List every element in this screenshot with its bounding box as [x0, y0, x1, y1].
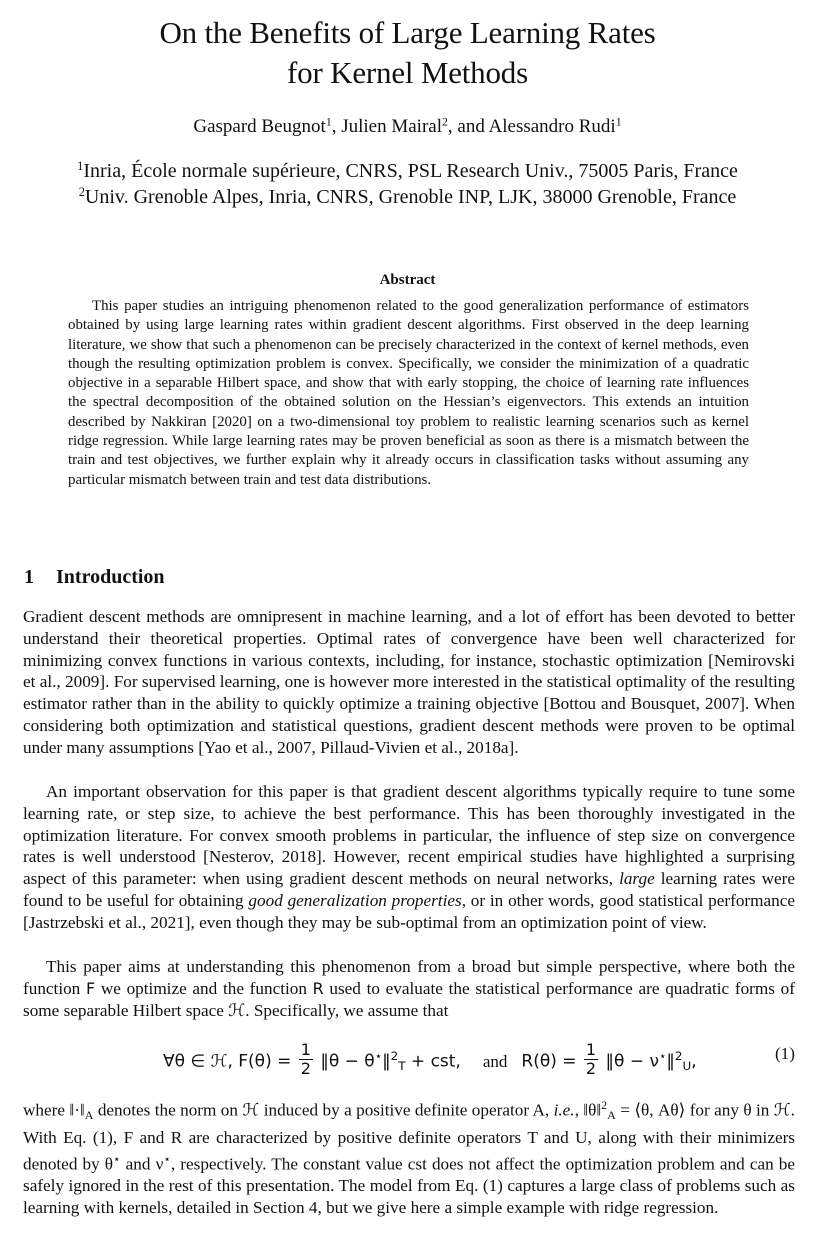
math-symbol: R — [312, 978, 324, 998]
eq-superscript: 2 — [390, 1049, 399, 1063]
eq-subscript: U — [682, 1059, 692, 1074]
author-separator: , — [331, 116, 342, 137]
section-title: Introduction — [56, 566, 165, 588]
abstract-text: This paper studies an intriguing phenomenon related to the good generalization performance of estimators obtained by using large learning rates within gradient descent algorithms. First observed in the deep learning literature, we show that such a phenomenon can be precisely characterized in the context of kernel methods, even though the resulting optimization problem is convex. Specifically, we consider the minimization of a quadratic objective in a separable Hilbert space, and show that with early stopping, the choice of learning rate influences the spectral decomposition of the obtained solution on the Hessian’s eigenvectors. This extends an intuition described by Nakkiran [2020] on a two-dimensional toy problem to realistic learning scenarios such as kernel ridge regression. While large learning rates may be proven beneficial as soon as there is a mismatch between the train and test objectives, we further explain why it already occurs in classification tasks without assuming any particular mismatch between train and test data distributions. — [68, 298, 749, 488]
eq-subscript: A — [84, 1108, 94, 1123]
text-run: and ν — [120, 1154, 164, 1174]
eq-part: , — [691, 1051, 697, 1072]
author-name: Julien Mairal — [341, 116, 442, 137]
eq-part: R(θ) = — [521, 1051, 582, 1072]
text-run: we optimize and the function — [95, 978, 313, 998]
eq-part: ‖ — [666, 1051, 675, 1072]
affiliation-line — [0, 184, 815, 210]
affiliation-text: Inria, École normale supérieure, CNRS, PSL Research Univ., 75005 Paris, France — [83, 160, 738, 182]
paragraph-4 — [23, 1095, 795, 1219]
eq-subscript: A — [607, 1108, 616, 1123]
text-run: denotes the norm on ℋ induced by a positive definite operator A, — [93, 1100, 554, 1120]
affiliation-mark: 1 — [325, 115, 332, 129]
author-name: Gaspard Beugnot — [193, 116, 326, 137]
paragraph-1: Gradient descent methods are omnipresent in machine learning, and a lot of effort has been devoted to better understand their theoretical properties. Optimal rates of convergence have been well characterized for minimizing convex functions in various contexts, including, for instance, stochastic optimization [Nemirovski et al., 2009]. For supervised learning, one is however more interested in the statistical optimality of the resulting estimator rather than in the ability to quickly optimize a training objective [Bottou and Bousquet, 2007]. When considering both optimization and statistical questions, gradient descent methods were proven to be optimal under many assumptions [Yao et al., 2007, Pillaud-Vivien et al., 2018a]. — [23, 607, 795, 757]
abstract-heading: Abstract — [379, 272, 436, 288]
eq-superscript: 2 — [601, 1098, 608, 1112]
math-symbol: F — [86, 978, 96, 998]
affiliation-text: Univ. Grenoble Alpes, Inria, CNRS, Grenoble INP, LJK, 38000 Grenoble, France — [84, 186, 737, 208]
affiliation-mark: 2 — [78, 185, 85, 200]
text-run: , or in other words, good statistical performance [Jastrzebski et al., 2021], even though they may be sub-optimal from an optimization point of view. — [23, 890, 795, 932]
text-run: learning rates were found to be useful for obtaining — [23, 869, 795, 910]
eq-superscript: ⋆ — [374, 1049, 383, 1063]
eq-part: ‖θ − ν — [600, 1051, 659, 1072]
fraction-numerator: 1 — [585, 1040, 597, 1060]
section-heading — [24, 564, 165, 590]
affiliation-mark: 1 — [615, 115, 622, 129]
text-run: used to evaluate the statistical performance are quadratic forms of some separable Hilbert space — [23, 978, 795, 1020]
author-name: Alessandro Rudi — [488, 116, 616, 137]
fraction — [299, 1041, 313, 1078]
fraction-denominator: 2 — [300, 1059, 311, 1079]
emphasis: good generalization properties — [248, 890, 462, 910]
paper-title-line1: On the Benefits of Large Learning Rates — [159, 15, 656, 50]
eq-conjunction: and — [482, 1051, 508, 1071]
text-run: An important observation for this paper is that gradient descent algorithms typically require to tune some learning rate, or step size, to achieve the best performance. This has been thoroughly investigated in the optimization literature. For convex smooth problems in particular, the influence of step size on convergence rates is well understood [Nesterov, 2018]. However, recent empirical studies have highlighted a surprising aspect of this parameter: when using gradient descent methods on neural networks, — [23, 782, 795, 889]
eq-superscript: ⋆ — [163, 1151, 171, 1166]
author-separator: , and — [447, 116, 489, 137]
affiliation-line — [0, 158, 815, 184]
paper-title-line2: for Kernel Methods — [287, 55, 528, 90]
equation-body — [163, 1034, 697, 1088]
eq-superscript: 2 — [674, 1049, 683, 1063]
fraction — [584, 1041, 598, 1078]
eq-part: ‖ — [382, 1051, 391, 1072]
section-number: 1 — [24, 566, 34, 588]
fraction-numerator: 1 — [300, 1040, 311, 1060]
eq-part: ∀θ ∈ ℋ, F(θ) = — [163, 1051, 297, 1072]
fraction-denominator: 2 — [585, 1059, 597, 1079]
math-symbol: ℋ — [228, 1000, 246, 1020]
text-run: = ⟨θ, Aθ⟩ for any θ in ℋ. With Eq. (1), F and R are characterized by positive definite operators T and U, along with their minimizers denoted by θ — [23, 1100, 795, 1174]
emphasis: i.e. — [553, 1100, 575, 1120]
eq-part: ‖θ − θ — [314, 1051, 375, 1072]
affiliation-mark: 1 — [77, 159, 84, 174]
text-run: This paper aims at understanding this phenomenon from a broad but simple perspective, where both the function — [23, 957, 795, 998]
author-list — [0, 115, 815, 139]
eq-superscript: ⋆ — [658, 1049, 667, 1063]
eq-part: + cst, — [405, 1051, 461, 1072]
paragraph-3 — [23, 956, 795, 1021]
equation-number: (1) — [774, 1044, 795, 1063]
equation-1 — [23, 1030, 795, 1086]
emphasis: large — [619, 869, 655, 889]
affiliation-mark: 2 — [442, 115, 448, 129]
paragraph-2 — [23, 781, 795, 934]
text-run: , ‖θ‖ — [574, 1100, 602, 1120]
text-run: . Specifically, we assume that — [245, 1000, 449, 1020]
text-run: where ‖·‖ — [23, 1100, 85, 1120]
text-run: , respectively. The constant value cst does not affect the optimization problem and can be safely ignored in the rest of this presentation. The model from Eq. (1) captures a large class of problems such as learning with kernels, detailed in Section 4, but we give here a simple example with ridge regression. — [23, 1154, 795, 1218]
eq-subscript: T — [398, 1059, 406, 1074]
eq-superscript: ⋆ — [113, 1151, 121, 1166]
